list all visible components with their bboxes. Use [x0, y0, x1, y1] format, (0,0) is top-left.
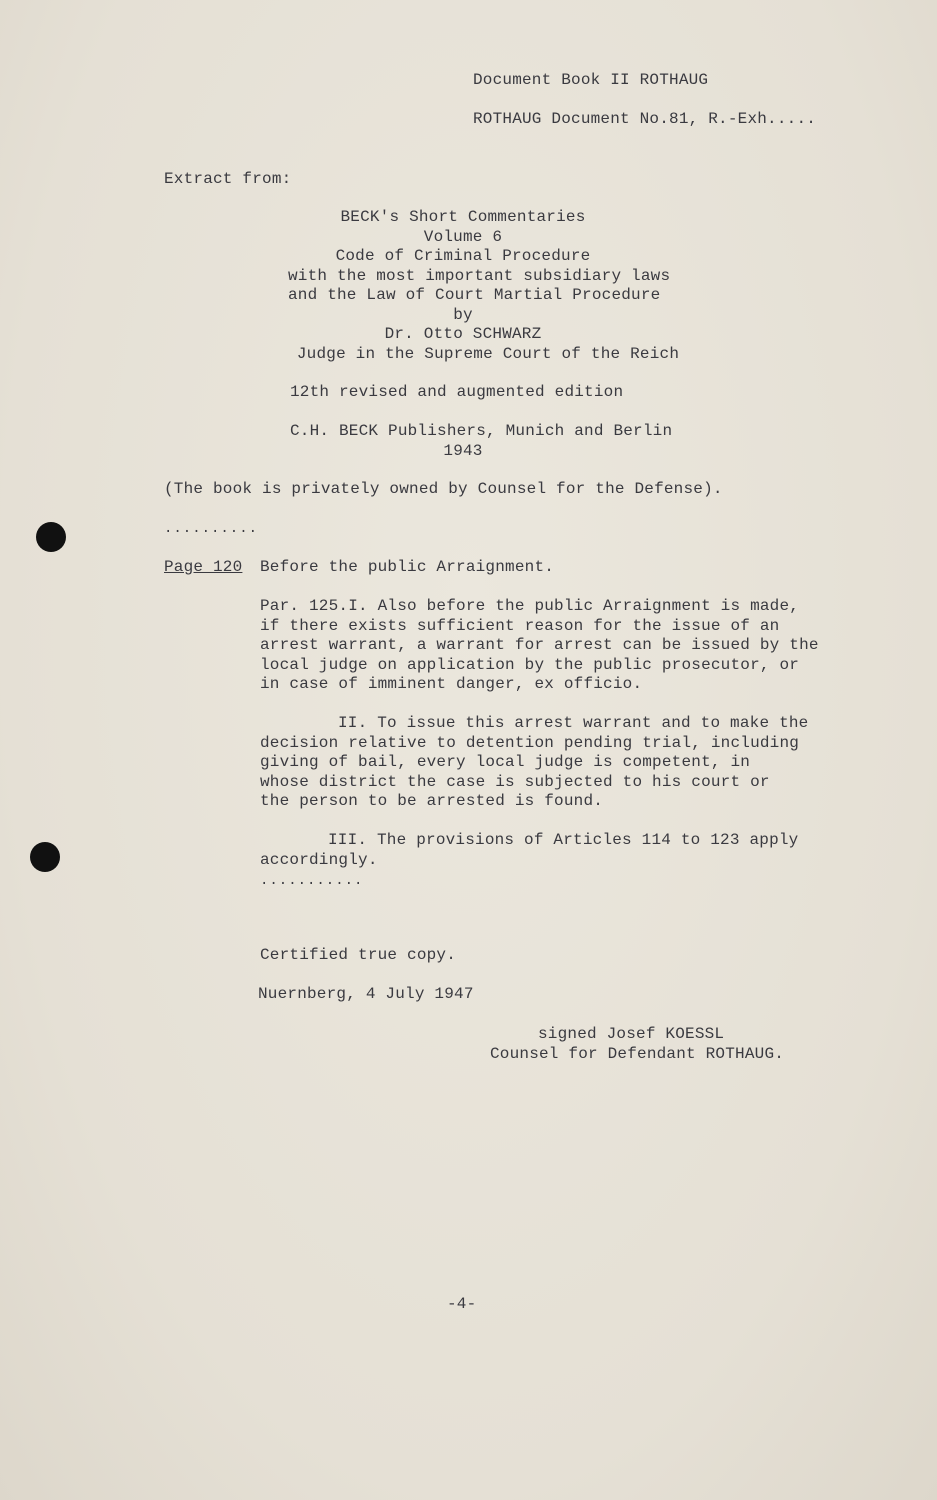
- paragraph-line: whose district the case is subjected to his court or: [260, 772, 770, 791]
- title-line: BECK's Short Commentaries: [340, 208, 586, 226]
- ownership-note: (The book is privately owned by Counsel for the Defense).: [164, 480, 723, 498]
- paragraph-line: the person to be arrested is found.: [260, 792, 604, 810]
- header-doc-no: ROTHAUG Document No.81, R.-Exh.....: [473, 110, 817, 128]
- place-date: Nuernberg, 4 July 1947: [258, 985, 474, 1003]
- title-line: Dr. Otto SCHWARZ: [384, 325, 542, 343]
- title-line: with the most important subsidiary laws: [288, 266, 671, 285]
- separator: ..........: [164, 521, 259, 537]
- paragraph-line: decision relative to detention pending trial, including: [260, 733, 800, 752]
- header-book: Document Book II ROTHAUG: [473, 71, 709, 89]
- title-line: Code of Criminal Procedure: [335, 247, 591, 265]
- page-number: -4-: [447, 1295, 477, 1313]
- title-line: Judge in the Supreme Court of the Reich: [296, 344, 680, 363]
- paragraph-line: accordingly.: [260, 850, 378, 869]
- title-line: by: [453, 305, 473, 324]
- section-heading: Before the public Arraignment.: [260, 558, 555, 576]
- extract-label: Extract from:: [164, 170, 292, 188]
- separator: ...........: [260, 873, 364, 889]
- edition: 12th revised and augmented edition: [290, 383, 624, 401]
- paragraph-line: Par. 125.I. Also before the public Arraignment is made,: [260, 597, 800, 615]
- punch-hole-bottom: [30, 842, 60, 872]
- paragraph-line: II. To issue this arrest warrant and to make the: [338, 714, 809, 732]
- page-reference: Page 120: [164, 558, 243, 576]
- publisher-year: 1943: [443, 441, 483, 460]
- signature-title: Counsel for Defendant ROTHAUG.: [490, 1044, 785, 1063]
- punch-hole-top: [36, 522, 66, 552]
- paragraph-line: local judge on application by the public prosecutor, or: [260, 655, 800, 674]
- title-line: Volume 6: [423, 227, 503, 246]
- paragraph-line: arrest warrant, a warrant for arrest can be issued by the: [260, 636, 819, 654]
- paragraph-line: III. The provisions of Articles 114 to 123 apply: [328, 831, 799, 849]
- paragraph-line: giving of bail, every local judge is competent, in: [260, 753, 751, 771]
- title-line: and the Law of Court Martial Procedure: [288, 286, 661, 304]
- paragraph-line: if there exists sufficient reason for the issue of an: [260, 616, 780, 635]
- signature-line: signed Josef KOESSL: [538, 1025, 725, 1043]
- publisher-line: C.H. BECK Publishers, Munich and Berlin: [290, 422, 673, 440]
- paragraph-line: in case of imminent danger, ex officio.: [260, 675, 643, 693]
- certification: Certified true copy.: [260, 946, 457, 964]
